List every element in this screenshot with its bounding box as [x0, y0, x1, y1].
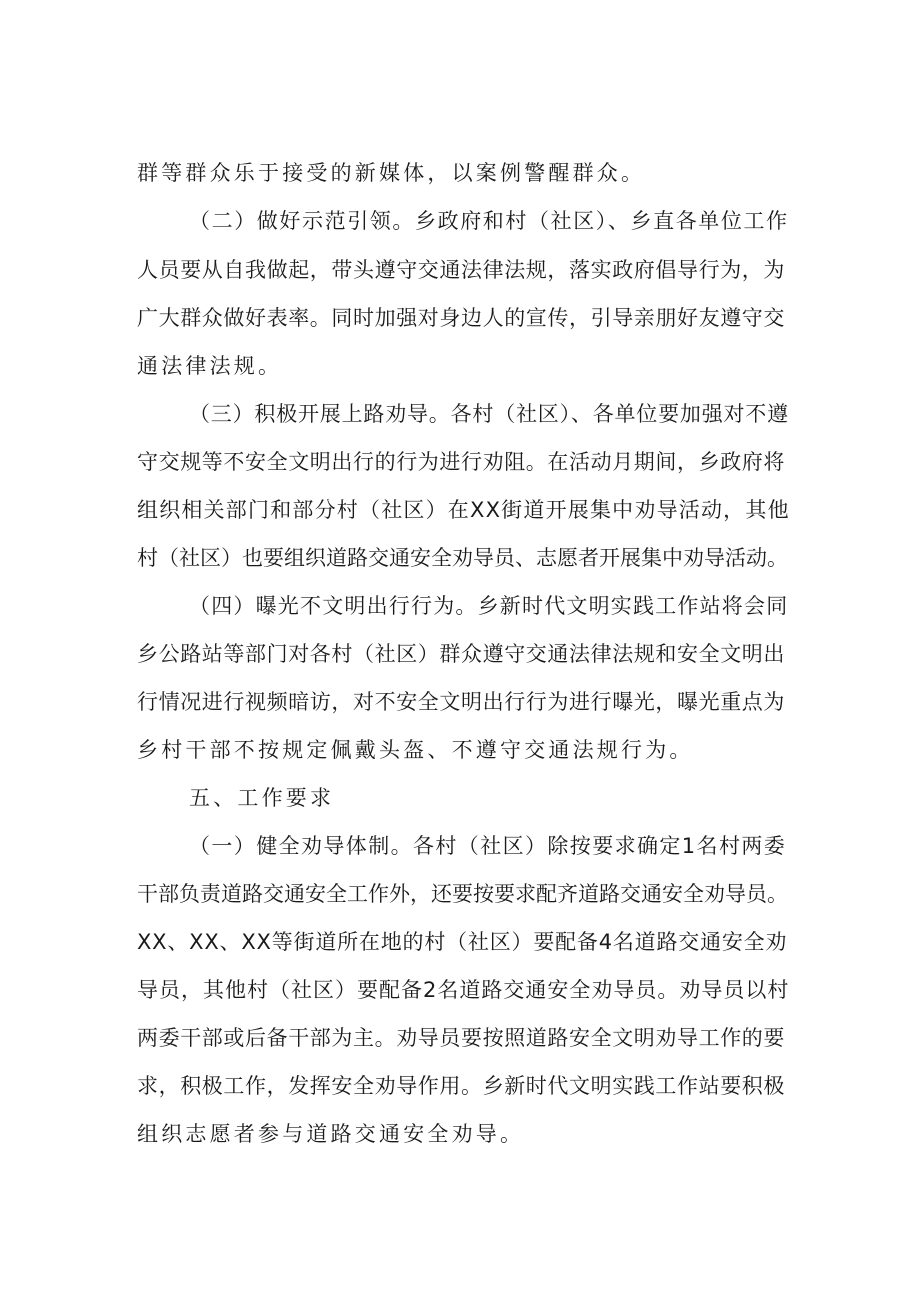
paragraph-line: 导员，其他村（社区）要配备2名道路交通安全劝导员。劝导员以村 [137, 978, 790, 1002]
paragraph-line: 乡村干部不按规定佩戴头盔、不遵守交通法规行为。 [137, 738, 694, 762]
paragraph-line: 干部负责道路交通安全工作外，还要按要求配齐道路交通安全劝导员。 [137, 882, 788, 906]
paragraph-line: 组织相关部门和部分村（社区）在XX街道开展集中劝导活动，其他 [137, 498, 790, 522]
paragraph-line: 人员要从自我做起，带头遵守交通法律法规，落实政府倡导行为，为 [137, 258, 785, 282]
paragraph-line: （二）做好示范引领。乡政府和村（社区）、乡直各单位工作 [189, 209, 789, 233]
paragraph-line: 守交规等不安全文明出行的行为进行劝阻。在活动月期间，乡政府将 [137, 450, 785, 474]
paragraph-line: 广大群众做好表率。同时加强对身边人的宣传，引导亲朋好友遵守交 [137, 306, 785, 330]
paragraph-line: 组织志愿者参与道路交通安全劝导。 [137, 1122, 525, 1146]
section-heading: 五、工作要求 [189, 786, 335, 810]
paragraph-line: 群等群众乐于接受的新媒体，以案例警醒群众。 [137, 161, 646, 185]
paragraph-line: 两委干部或后备干部为主。劝导员要按照道路安全文明劝导工作的要 [137, 1026, 785, 1050]
paragraph-line: （四）曝光不文明出行行为。乡新时代文明实践工作站将会同 [189, 594, 789, 618]
paragraph-line: （一）健全劝导体制。各村（社区）除按要求确定1名村两委 [189, 834, 787, 858]
paragraph-line: 行情况进行视频暗访，对不安全文明出行行为进行曝光，曝光重点为 [137, 690, 785, 714]
paragraph-line: （三）积极开展上路劝导。各村（社区）、各单位要加强对不遵 [189, 402, 789, 426]
paragraph-line: 乡公路站等部门对各村（社区）群众遵守交通法律法规和安全文明出 [137, 642, 785, 666]
paragraph-line: 村（社区）也要组织道路交通安全劝导员、志愿者开展集中劝导活动。 [137, 546, 788, 570]
paragraph-line: 求，积极工作，发挥安全劝导作用。乡新时代文明实践工作站要积极 [137, 1074, 785, 1098]
paragraph-line: 通法律法规。 [137, 354, 283, 378]
paragraph-line: XX、XX、XX等街道所在地的村（社区）要配备4名道路交通安全劝 [137, 930, 788, 954]
